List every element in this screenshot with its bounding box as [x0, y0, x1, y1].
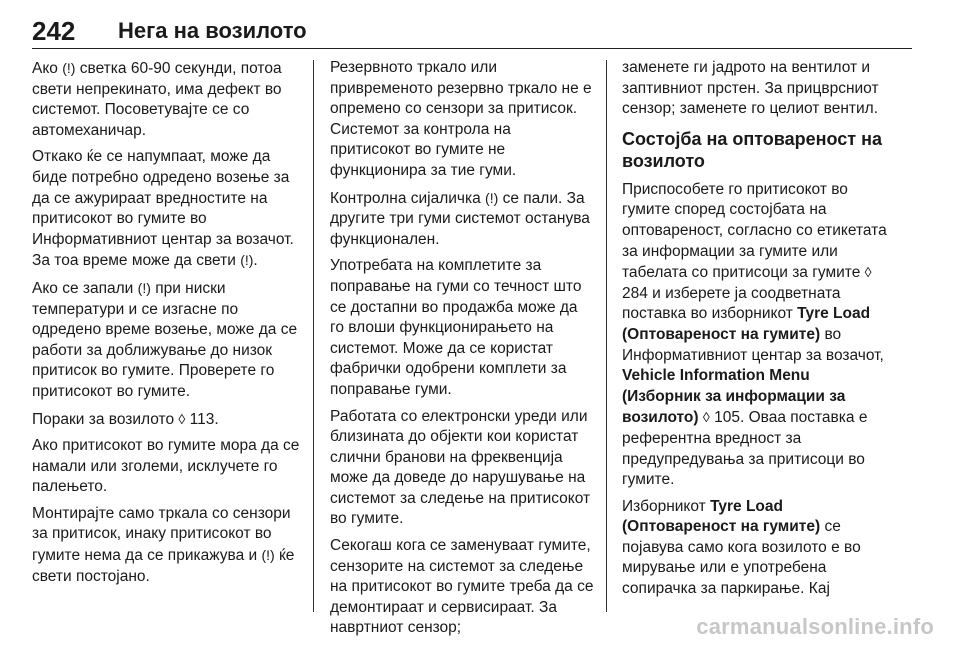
header-divider: [32, 48, 912, 49]
page-number: 242: [32, 16, 76, 46]
paragraph: Приспособете го притисокот во гумите според состојбата на оптовареност, согласно со етикетата за информации за гумите или табелата со притисоци за гумите ◊ 284 и изберете ја соодветната поставка во изборникот Tyre Load (Оптовареност на гумите) во Информативниот центар за возачот, Vehicle Information Menu (Изборник за информации за возилото) ◊ 105. Оваа поставка е референтна вредност за предупредувања за притисоци во гумите.: [622, 180, 887, 489]
page-header: [32, 14, 928, 50]
paragraph: Откако ќе се напумпаат, може да биде потребно одредено возење за да се ажурираат вредностите на притисокот во гумите во Информативниот центар за возачот. За тоа време може да свети (!).: [32, 148, 294, 270]
paragraph: Работата со електронски уреди или близината до објекти кои користат слични бранови на фреквенција може да доведе до нарушување на системот за следење на притисокот во гумите.: [330, 407, 591, 528]
text-column-1: [32, 58, 300, 593]
paragraph: Употребата на комплетите за поправање на гуми со течност што се достапни во продажба може да го влоши функционирањето на системот. Може да се користат фабрички одобрени комплети за поправање гуми.: [330, 257, 582, 398]
watermark: carmanualsonline.info: [696, 614, 934, 639]
menu-item-tyre-load: Tyre Load (Оптовареност на гумите): [622, 497, 821, 536]
page-reference-icon: ◊: [702, 409, 710, 426]
paragraph: Контролна сијаличка (!) се пали. За другите три гуми системот останува функционален.: [330, 189, 590, 248]
paragraph: Ако притисокот во гумите мора да се намали или зголеми, исклучете го палењето.: [32, 437, 300, 496]
paragraph: Резервното тркало или привременото резервно тркало не е опремено со сензори за притисок. Системот за контрола на притисокот во гумите не функционира за тие гуми.: [330, 59, 592, 179]
subsection-heading: Состојба на оптовареност на возилото: [622, 128, 882, 171]
page-reference-icon: ◊: [178, 410, 186, 427]
paragraph: Ако (!) светка 60-90 секунди, потоа свети непрекинато, има дефект во системот. Посоветувајте се со автомеханичар.: [32, 60, 282, 139]
menu-vehicle-information: Vehicle Information Menu (Изборник за информации за возилото): [622, 367, 846, 427]
paragraph: Изборникот Tyre Load (Оптовареност на гумите) се појавува само кога возилото е во мирување или е употребена сопирачка за паркирање. Кај: [622, 497, 861, 598]
cross-reference[interactable]: Пораки за возилото ◊ 113.: [32, 410, 219, 428]
tpms-warning-icon: (!): [62, 60, 76, 76]
text-column-2: [330, 58, 595, 645]
tpms-warning-icon: (!): [137, 279, 151, 296]
paragraph: Секогаш кога се заменуваат гумите, сензорите на системот за следење на притисокот во гумите треба да се демонтираат и сервисираат. За навртниот сензор;: [330, 537, 594, 637]
page-reference-icon: ◊: [864, 264, 872, 281]
tpms-warning-icon: (!): [261, 547, 275, 564]
tpms-warning-icon: (!): [240, 252, 254, 269]
paragraph: заменете ги јадрото на вентилот и заптивниот прстен. За прицврсниот сензор; заменете го целиот вентил.: [622, 59, 879, 118]
column-divider-2: [606, 60, 607, 612]
menu-item-tyre-load: Tyre Load (Оптовареност на гумите): [622, 305, 871, 343]
column-divider-1: [313, 60, 314, 612]
paragraph: Ако се запали (!) при ниски температури и се изгасне по одредено време возење, може да се работи за доближување до низок притисок во гумите. Проверете го притисокот во гумите.: [32, 279, 298, 400]
section-title: Нега на возилото: [118, 18, 307, 43]
paragraph: Монтирајте само тркала со сензори за притисок, инаку притисокот во гумите нема да се прикажува и (!) ќе свети постојано.: [32, 504, 295, 585]
tpms-warning-icon: (!): [485, 189, 499, 206]
text-column-3: [622, 58, 892, 606]
